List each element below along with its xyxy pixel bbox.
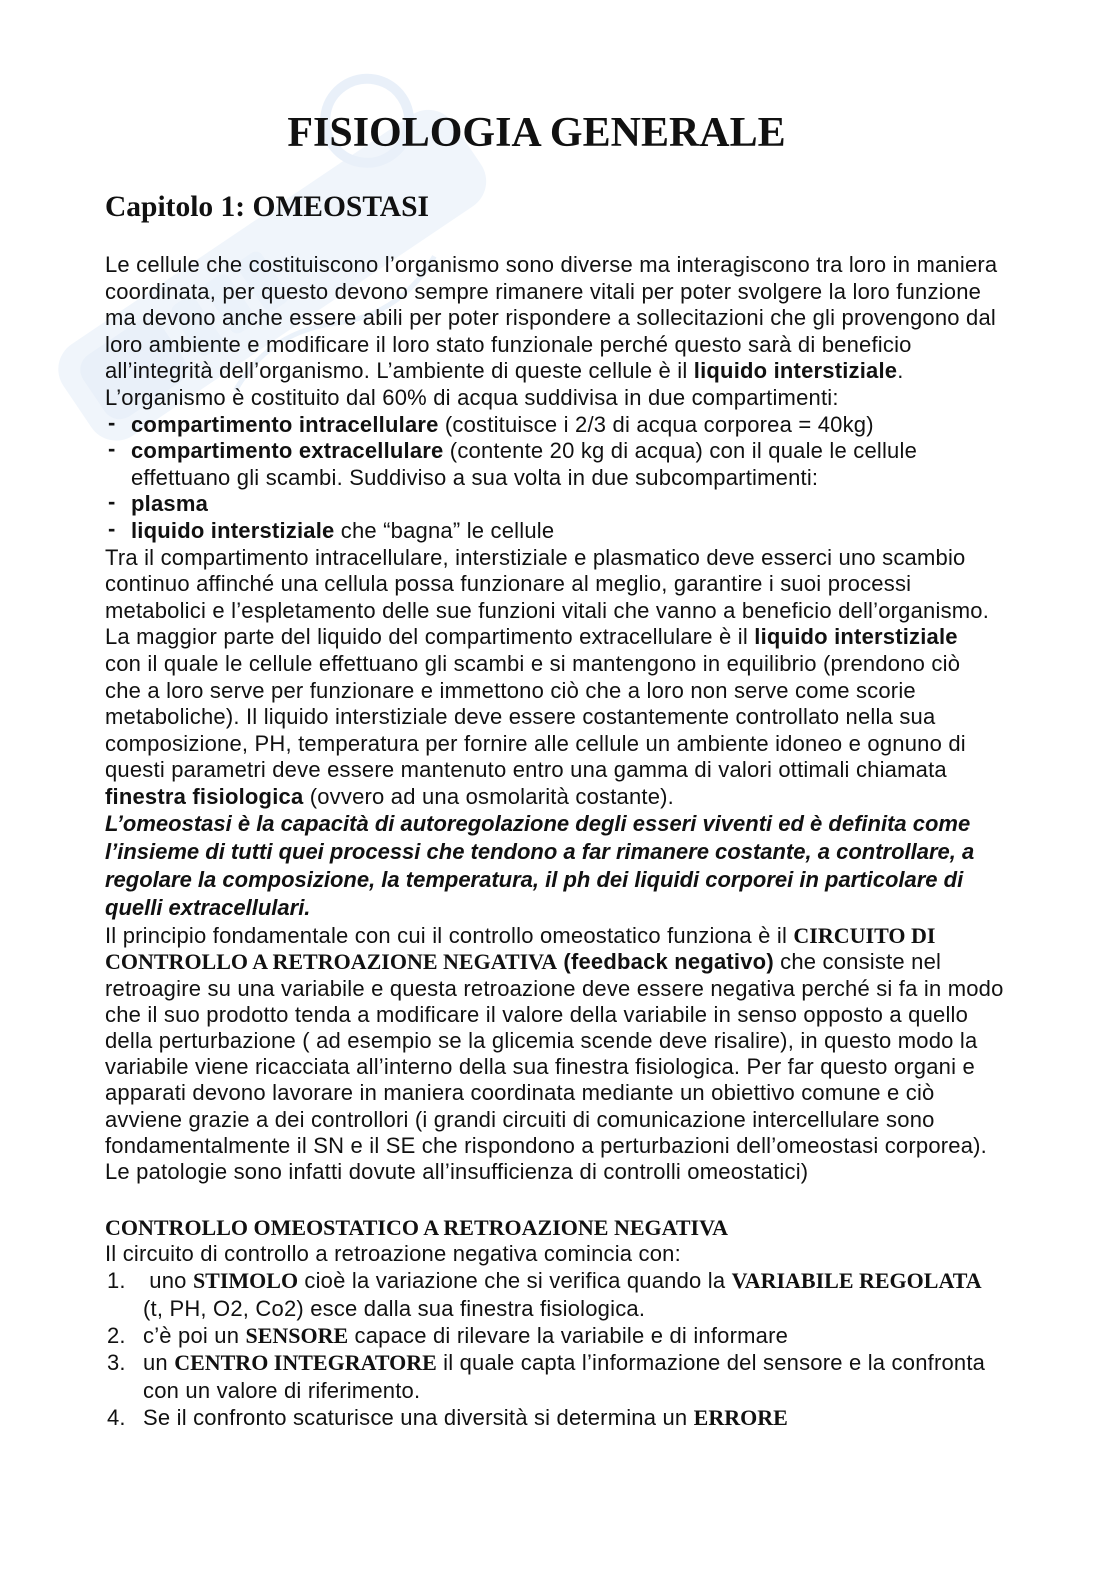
text-line: Il circuito di controllo a retroazione negativa comincia con: — [105, 1241, 681, 1267]
text-run: (ovvero ad una osmolarità costante). — [303, 783, 674, 809]
bold-term: (feedback negativo) — [557, 949, 774, 975]
serif-bold-term: STIMOLO — [192, 1268, 299, 1294]
text-line — [105, 923, 1065, 949]
definition-line: regolare la composizione, la temperatura, il ph dei liquidi corporei in particolare di — [105, 866, 964, 892]
bold-term: compartimento intracellulare — [131, 411, 439, 437]
paragraph-interstitial — [105, 545, 1065, 811]
serif-bold-term: CENTRO INTEGRATORE — [174, 1350, 437, 1376]
bold-term: finestra fisiologica — [105, 783, 304, 809]
document-body — [105, 252, 1065, 1431]
section-heading: CONTROLLO OMEOSTATICO A RETROAZIONE NEGATIVA — [105, 1215, 729, 1241]
compartments-list — [105, 409, 1065, 545]
item-number: 4. — [107, 1404, 126, 1430]
definition-line: quelli extracellulari. — [105, 894, 311, 920]
bold-term: liquido interstiziale — [693, 358, 898, 384]
text-line: composizione, PH, temperatura per fornire alle cellule un ambiente idoneo e ognuno di — [105, 730, 966, 756]
text-line — [105, 358, 1065, 385]
text-line: avviene grazie a dei controllori (i grandi circuiti di comunicazione intercellulare sono — [105, 1106, 935, 1132]
text-run: . — [897, 358, 904, 384]
bullet-dash: - — [108, 515, 116, 541]
item-number: 1. — [107, 1268, 126, 1294]
numbered-item — [105, 1267, 1065, 1294]
numbered-item-continuation: con un valore di riferimento. — [143, 1377, 421, 1403]
paragraph-intro — [105, 252, 1065, 412]
text-run: Se il confronto scaturisce una diversità si determina un — [143, 1404, 694, 1430]
text-line: apparati devono lavorare in maniera coordinata mediante un obiettivo comune e ciò — [105, 1080, 935, 1106]
section-negative-feedback — [105, 1215, 1065, 1431]
text-line: Le patologie sono infatti dovute all’insufficienza di controlli omeostatici) — [105, 1158, 809, 1184]
homeostasis-definition — [105, 810, 1065, 921]
list-item-continuation: effettuano gli scambi. Suddiviso a sua volta in due subcompartimenti: — [131, 464, 819, 490]
text-run: che consiste nel — [773, 949, 942, 975]
text-line: coordinata, per questo devono sempre rimanere vitali per poter svolgere la loro funzione — [105, 278, 982, 304]
text-run: (costituisce i 2/3 di acqua corporea = 40kg) — [438, 411, 874, 437]
numbered-item — [105, 1322, 1065, 1349]
numbered-item — [105, 1349, 1065, 1376]
text-run: un — [143, 1350, 175, 1376]
serif-bold-term: VARIABILE REGOLATA — [731, 1268, 982, 1294]
text-run: La maggior parte del liquido del compartimento extracellulare è il — [105, 624, 755, 650]
text-run: il quale capta l’informazione del sensore e la confronta — [436, 1350, 986, 1376]
text-line: questi parametri deve essere mantenuto entro una gamma di valori ottimali chiamata — [105, 757, 947, 783]
text-line: variabile viene ricacciata all’interno della sua finestra fisiologica. Per far questo organi e — [105, 1054, 975, 1080]
serif-bold-term: CIRCUITO DI — [793, 923, 936, 949]
text-line: metabolici e l’espletamento delle sue funzioni vitali che vanno a beneficio dell’organismo. — [105, 597, 990, 623]
text-line: che a loro serve per funzionare e immettono ciò che a loro non serve come scorie — [105, 677, 916, 703]
bullet-dash: - — [108, 436, 116, 462]
text-run: all’integrità dell’organismo. L’ambiente di queste cellule è il — [105, 358, 694, 384]
numbered-item-continuation: (t, PH, O2, Co2) esce dalla sua finestra fisiologica. — [143, 1295, 646, 1321]
text-line: L’organismo è costituito dal 60% di acqua suddivisa in due compartimenti: — [105, 384, 839, 410]
text-line — [105, 624, 1065, 651]
item-number: 2. — [107, 1322, 126, 1348]
serif-bold-term: SENSORE — [245, 1322, 349, 1348]
bold-term: plasma — [131, 491, 209, 517]
text-line: continuo affinché una cellula possa funzionare al meglio, garantire i suoi processi — [105, 571, 912, 597]
text-line: ma devono anche essere abili per poter rispondere a sollecitazioni che gli provengono dal — [105, 305, 997, 331]
chapter-heading: Capitolo 1: OMEOSTASI — [105, 191, 429, 223]
definition-line: L’omeostasi è la capacità di autoregolazione degli esseri viventi ed è definita come — [105, 811, 971, 837]
list-item — [105, 515, 1065, 545]
text-line — [105, 784, 1065, 811]
bold-term: liquido interstiziale — [131, 517, 335, 543]
list-item — [105, 409, 1065, 439]
text-run: che “bagna” le cellule — [334, 517, 555, 543]
text-line: Tra il compartimento intracellulare, interstiziale e plasmatico deve esserci uno scambio — [105, 544, 966, 570]
text-line: che il suo prodotto tenda a modificare il valore della variabile in senso opposto a quello — [105, 1001, 969, 1027]
bullet-dash: - — [108, 489, 116, 515]
item-number: 3. — [107, 1350, 126, 1376]
document-title: FISIOLOGIA GENERALE — [287, 110, 786, 156]
text-line: fondamentalmente il SN e il SE che rispondono a perturbazioni dell’omeostasi corporea). — [105, 1132, 987, 1158]
text-line: metaboliche). Il liquido interstiziale deve essere costantemente controllato nella sua — [105, 704, 936, 730]
serif-bold-term: CONTROLLO A RETROAZIONE NEGATIVA — [105, 949, 558, 975]
text-run: Il principio fondamentale con cui il controllo omeostatico funziona è il — [105, 923, 794, 949]
text-line — [105, 949, 1065, 975]
text-run: (contente 20 kg di acqua) con il quale le cellule — [443, 438, 918, 464]
serif-bold-term: ERRORE — [693, 1404, 788, 1430]
numbered-item — [105, 1404, 1065, 1431]
text-line: Le cellule che costituiscono l’organismo sono diverse ma interagiscono tra loro in maniera — [105, 252, 998, 277]
list-item — [105, 438, 1065, 465]
list-item — [105, 491, 1065, 518]
definition-line: l’insieme di tutti quei processi che tendono a far rimanere costante, a controllare, a — [105, 839, 975, 865]
paragraph-feedback — [105, 923, 1065, 1185]
text-line: retroagire su una variabile e questa retroazione deve essere negativa perché si fa in modo — [105, 975, 1004, 1001]
bold-term: liquido interstiziale — [754, 624, 958, 650]
text-line: loro ambiente e modificare il loro stato funzionale perché questo sarà di beneficio — [105, 331, 912, 357]
bold-term: compartimento extracellulare — [131, 438, 444, 464]
bullet-dash: - — [108, 409, 116, 435]
text-run: uno — [143, 1268, 193, 1294]
text-run: c’è poi un — [143, 1322, 246, 1348]
text-run: cioè la variazione che si verifica quando la — [298, 1268, 732, 1294]
text-run: capace di rilevare la variabile e di informare — [348, 1322, 789, 1348]
text-line: della perturbazione ( ad esempio se la glicemia scende deve risalire), in questo modo la — [105, 1027, 978, 1053]
text-line: con il quale le cellule effettuano gli scambi e si mantengono in equilibrio (prendono ciò — [105, 650, 961, 676]
